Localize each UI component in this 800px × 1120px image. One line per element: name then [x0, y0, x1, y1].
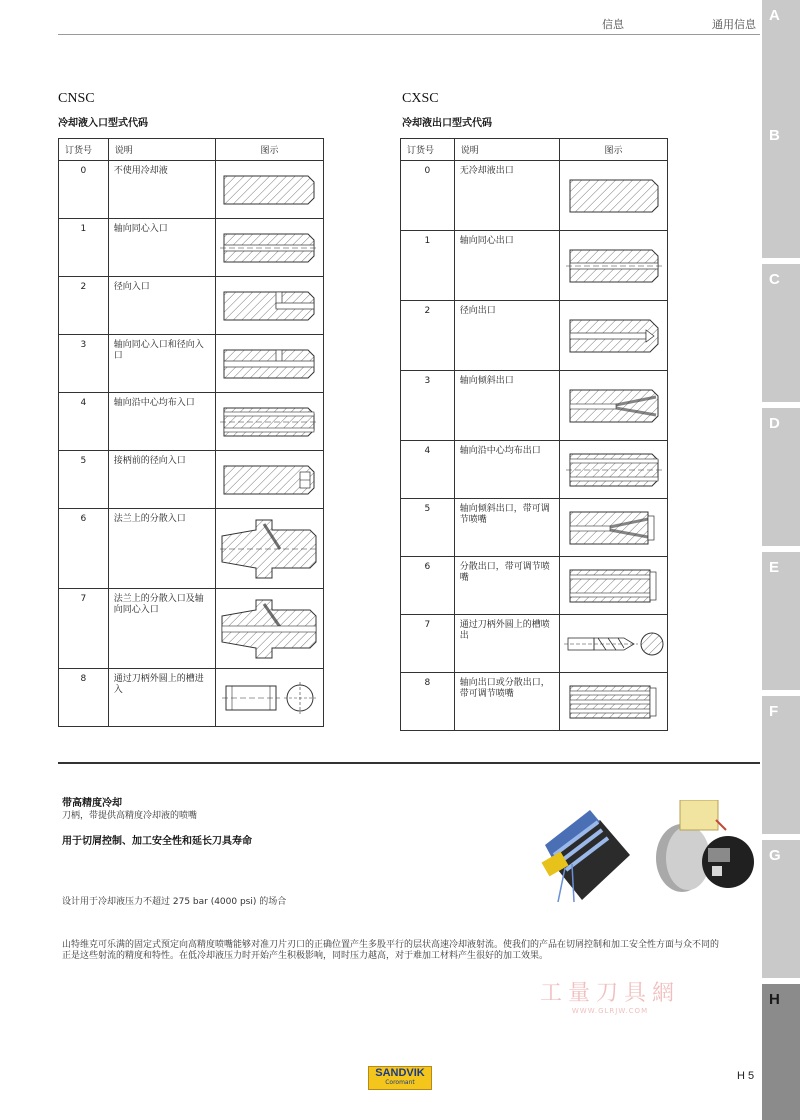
cxsc-subtitle: 冷却液出口型式代码: [402, 118, 492, 129]
col-header-figure: 图示: [216, 139, 324, 161]
row-desc: 通过刀柄外圆上的槽喷出: [454, 615, 559, 673]
tab-f[interactable]: F: [762, 696, 800, 840]
tab-c[interactable]: C: [762, 264, 800, 408]
table-row: [59, 219, 324, 277]
row-desc: 径向出口: [454, 301, 559, 371]
table-row: [401, 301, 668, 371]
table-row: [401, 615, 668, 673]
row-desc: 轴向沿中心均布出口: [454, 441, 559, 499]
logo-brand: SANDVIK: [375, 1067, 425, 1079]
cxsc-table: [400, 138, 668, 731]
header-chapter-label: 通用信息: [712, 18, 756, 31]
cxsc-title: CXSC: [402, 91, 439, 106]
table-row: [401, 441, 668, 499]
row-desc: 法兰上的分散入口: [108, 509, 215, 589]
table-row: [401, 499, 668, 557]
cnsc-table: [58, 138, 324, 727]
table-row: [401, 161, 668, 231]
row-desc: 轴向出口或分散出口，带可调节喷嘴: [454, 673, 559, 731]
axial-radial-icon: [216, 335, 324, 393]
row-desc: 法兰上的分散入口及轴向同心入口: [108, 589, 215, 669]
logo-sub: Coromant: [385, 1079, 415, 1086]
flange-icon: [216, 509, 324, 589]
row-code: 8: [401, 673, 455, 731]
axial-center-icon: [560, 231, 668, 301]
dispersed-nozzle-icon: [560, 557, 668, 615]
row-code: 2: [401, 301, 455, 371]
table-row: [401, 371, 668, 441]
hp-paragraph: 山特维克可乐满的固定式预定向高精度喷嘴能够对准刀片刃口的正确位置产生多股平行的层状高速冷却液射流。使我们的产品在切屑控制和加工安全性方面与众不同的正是这些射流的精度和特性。在低冷却液压力时开始产生积极影响，同时压力越高，对于难加工材料产生很好的加工效果。: [62, 940, 720, 961]
watermark-url: WWW.GLRJW.COM: [571, 1007, 649, 1015]
table-row: [59, 277, 324, 335]
inclined-nozzle-icon: [560, 499, 668, 557]
row-desc: 通过刀柄外圆上的槽进入: [108, 669, 215, 727]
table-row: [59, 589, 324, 669]
row-code: 7: [401, 615, 455, 673]
table-row: [59, 335, 324, 393]
radial-icon: [216, 277, 324, 335]
row-desc: 分散出口，带可调节喷嘴: [454, 557, 559, 615]
tab-b[interactable]: B: [762, 120, 800, 264]
flange-axial-icon: [216, 589, 324, 669]
radial-front-icon: [216, 451, 324, 509]
row-code: 5: [401, 499, 455, 557]
row-code: 1: [59, 219, 109, 277]
row-code: 2: [59, 277, 109, 335]
row-code: 6: [401, 557, 455, 615]
coolant-holder-photo: [530, 800, 640, 905]
col-header-code: 订货号: [59, 139, 109, 161]
cnsc-title: CNSC: [58, 91, 95, 106]
row-desc: 不使用冷却液: [108, 161, 215, 219]
col-header-desc: 说明: [108, 139, 215, 161]
sandvik-logo: [368, 1066, 432, 1090]
hp-description: 刀柄，带提供高精度冷却液的喷嘴: [62, 811, 198, 821]
table-row: [401, 231, 668, 301]
table-row: [59, 509, 324, 589]
row-desc: 轴向同心入口和径向入口: [108, 335, 215, 393]
section-divider: [58, 762, 760, 764]
inclined-icon: [560, 371, 668, 441]
axial-distributed-icon: [560, 441, 668, 499]
col-header-figure: 图示: [560, 139, 668, 161]
table-row: [59, 451, 324, 509]
row-desc: 无冷却液出口: [454, 161, 559, 231]
row-code: 4: [59, 393, 109, 451]
row-code: 8: [59, 669, 109, 727]
row-code: 7: [59, 589, 109, 669]
table-row: [59, 669, 324, 727]
machining-photo: [650, 800, 760, 895]
col-header-desc: 说明: [454, 139, 559, 161]
row-desc: 轴向沿中心均布入口: [108, 393, 215, 451]
row-code: 6: [59, 509, 109, 589]
row-desc: 接柄前的径向入口: [108, 451, 215, 509]
row-code: 3: [401, 371, 455, 441]
row-desc: 轴向同心出口: [454, 231, 559, 301]
header-rule: [58, 34, 760, 35]
table-header-row: [59, 139, 324, 161]
table-header-row: [401, 139, 668, 161]
row-code: 0: [401, 161, 455, 231]
tab-g[interactable]: G: [762, 840, 800, 984]
table-row: [401, 673, 668, 731]
hp-heading: 带高精度冷却: [62, 798, 122, 809]
row-code: 5: [59, 451, 109, 509]
radial-outlet-icon: [560, 301, 668, 371]
col-header-code: 订货号: [401, 139, 455, 161]
table-row: [401, 557, 668, 615]
row-desc: 轴向倾斜出口: [454, 371, 559, 441]
row-desc: 径向入口: [108, 277, 215, 335]
hp-pressure-note: 设计用于冷却液压力不超过 275 bar (4000 psi) 的场合: [62, 897, 287, 907]
row-code: 0: [59, 161, 109, 219]
drill-groove-icon: [560, 615, 668, 673]
hp-heading-benefits: 用于切屑控制、加工安全性和延长刀具寿命: [62, 836, 252, 847]
axial-distributed-icon: [216, 393, 324, 451]
row-code: 3: [59, 335, 109, 393]
watermark: [535, 948, 685, 1018]
page-number: H 5: [737, 1070, 755, 1082]
plain-shank-icon: [560, 161, 668, 231]
table-row: [59, 161, 324, 219]
tab-e[interactable]: E: [762, 552, 800, 696]
chapter-tabs: [762, 0, 800, 1120]
groove-icon: [216, 669, 324, 727]
axial-dispersed-nozzle-icon: [560, 673, 668, 731]
tab-a[interactable]: A: [762, 0, 800, 144]
row-desc: 轴向同心入口: [108, 219, 215, 277]
row-code: 4: [401, 441, 455, 499]
plain-shank-icon: [216, 161, 324, 219]
table-row: [59, 393, 324, 451]
row-code: 1: [401, 231, 455, 301]
watermark-text: 工量刀具網: [539, 981, 680, 1006]
cnsc-subtitle: 冷却液入口型式代码: [58, 118, 148, 129]
tab-d[interactable]: D: [762, 408, 800, 552]
header-section-label: 信息: [602, 18, 624, 31]
axial-center-icon: [216, 219, 324, 277]
row-desc: 轴向倾斜出口，带可调节喷嘴: [454, 499, 559, 557]
tab-h[interactable]: H: [762, 984, 800, 1120]
